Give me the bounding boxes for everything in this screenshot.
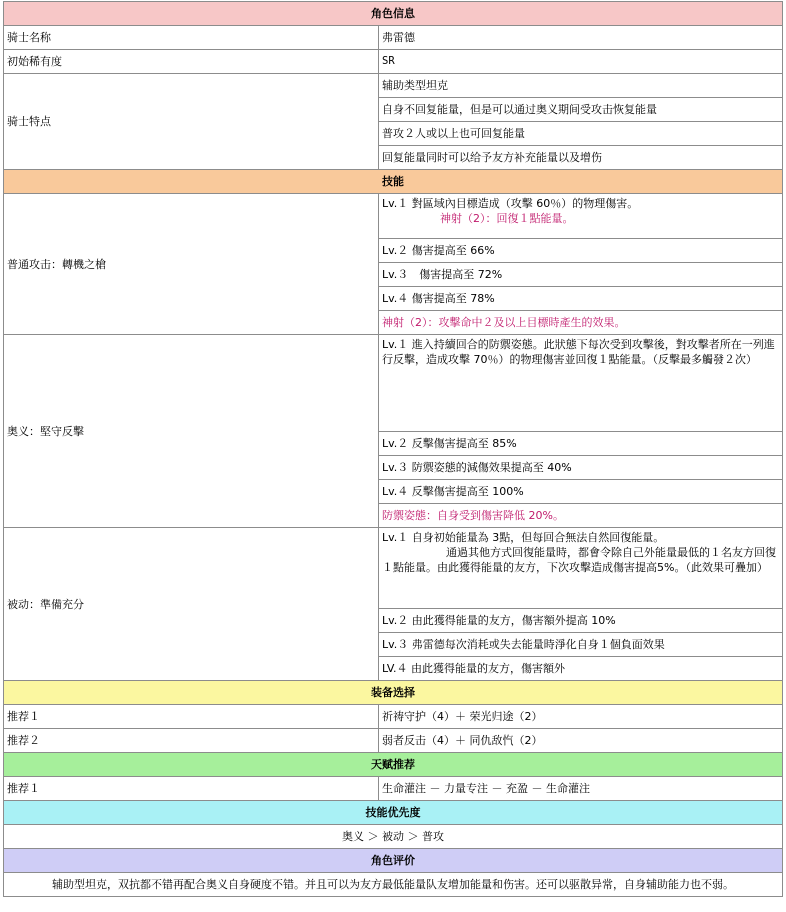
- value-cell: SR: [379, 50, 783, 74]
- row-evaluation: [4, 873, 783, 897]
- section-title: 角色评价: [4, 849, 783, 873]
- skill-level-text: Lv.１ 對區域內目標造成（攻擊 60％）的物理傷害。: [382, 197, 639, 210]
- section-header-role-info: [4, 2, 783, 26]
- row-equipment-rec1: [4, 705, 783, 729]
- section-title: 天赋推荐: [4, 753, 783, 777]
- row-passive: [4, 528, 783, 609]
- skill-level-text: Lv.３ 弗雷德每次消耗或失去能量時淨化自身１個負面效果: [379, 633, 783, 657]
- skill-level-text: 通過其他方式回復能量時，都會令除自己外能量最低的１名友方回復１點能量。由此獲得能量的友方，下次攻擊造成傷害提高5%。（此效果可疊加）: [382, 546, 776, 574]
- label-cell: 骑士名称: [4, 26, 379, 50]
- label-cell: 被动：準備充分: [4, 528, 379, 681]
- value-cell: 祈祷守护（4）＋ 荣光归途（2）: [379, 705, 783, 729]
- section-title: 技能优先度: [4, 801, 783, 825]
- row-knight-name: [4, 26, 783, 50]
- skill-effect-note: 神射（2）：回復１點能量。: [440, 212, 574, 225]
- value-cell: 生命灌注 － 力量专注 － 充盈 － 生命灌注: [379, 777, 783, 801]
- skill-level-cell: [379, 194, 783, 239]
- trait-item: 普攻２人或以上也可回复能量: [379, 122, 783, 146]
- character-guide-table: [3, 1, 783, 897]
- evaluation-text: 辅助型坦克，双抗都不错再配合奥义自身硬度不错。并且可以为友方最低能量队友增加能量和伤害。还可以驱散异常，自身辅助能力也不弱。: [4, 873, 783, 897]
- skill-level-text: LV.４ 由此獲得能量的友方，傷害額外: [379, 657, 783, 681]
- skill-level-text: Lv.１ 進入持續回合的防禦姿態。此狀態下每次受到攻擊後，對攻擊者所在一列進行反擊，造成攻擊 70％）的物理傷害並回復１點能量。（反擊最多觸發２次）: [379, 335, 783, 432]
- value-cell: 奥义 ＞ 被动 ＞ 普攻: [4, 825, 783, 849]
- row-traits: [4, 74, 783, 98]
- trait-item: 自身不回复能量，但是可以通过奥义期间受攻击恢复能量: [379, 98, 783, 122]
- skill-level-text: Lv.４ 傷害提高至 78%: [379, 287, 783, 311]
- section-header-skill-priority: [4, 801, 783, 825]
- skill-level-cell: [379, 528, 783, 609]
- trait-item: 辅助类型坦克: [379, 74, 783, 98]
- section-header-skills: [4, 170, 783, 194]
- value-cell: 弗雷德: [379, 26, 783, 50]
- skill-level-text: Lv.２ 傷害提高至 66%: [379, 239, 783, 263]
- label-cell: 骑士特点: [4, 74, 379, 170]
- section-header-talent: [4, 753, 783, 777]
- section-header-equipment: [4, 681, 783, 705]
- section-header-evaluation: [4, 849, 783, 873]
- label-cell: 推荐１: [4, 777, 379, 801]
- value-cell: 弱者反击（4）＋ 同仇敌忾（2）: [379, 729, 783, 753]
- row-ultimate: [4, 335, 783, 432]
- row-skill-priority: [4, 825, 783, 849]
- label-cell: 推荐２: [4, 729, 379, 753]
- skill-level-text: Lv.３ 傷害提高至 72%: [379, 263, 783, 287]
- row-equipment-rec2: [4, 729, 783, 753]
- label-cell: 初始稀有度: [4, 50, 379, 74]
- label-cell: 推荐１: [4, 705, 379, 729]
- skill-level-text: Lv.２ 反擊傷害提高至 85%: [379, 432, 783, 456]
- section-title: 角色信息: [4, 2, 783, 26]
- row-rarity: [4, 50, 783, 74]
- row-normal-attack: [4, 194, 783, 239]
- trait-item: 回复能量同时可以给予友方补充能量以及增伤: [379, 146, 783, 170]
- skill-level-text: Lv.４ 反擊傷害提高至 100%: [379, 480, 783, 504]
- section-title: 装备选择: [4, 681, 783, 705]
- skill-effect-note: 防禦姿態：自身受到傷害降低 20%。: [379, 504, 783, 528]
- skill-level-text: Lv.１ 自身初始能量為 3點，但每回合無法自然回復能量。: [382, 531, 665, 544]
- skill-effect-note: 神射（2）：攻擊命中２及以上目標時產生的效果。: [379, 311, 783, 335]
- label-cell: 奥义：堅守反擊: [4, 335, 379, 528]
- skill-level-text: Lv.３ 防禦姿態的減傷效果提高至 40%: [379, 456, 783, 480]
- row-talent-rec1: [4, 777, 783, 801]
- section-title: 技能: [4, 170, 783, 194]
- label-cell: 普通攻击：轉機之槍: [4, 194, 379, 335]
- skill-level-text: Lv.２ 由此獲得能量的友方，傷害額外提高 10%: [379, 609, 783, 633]
